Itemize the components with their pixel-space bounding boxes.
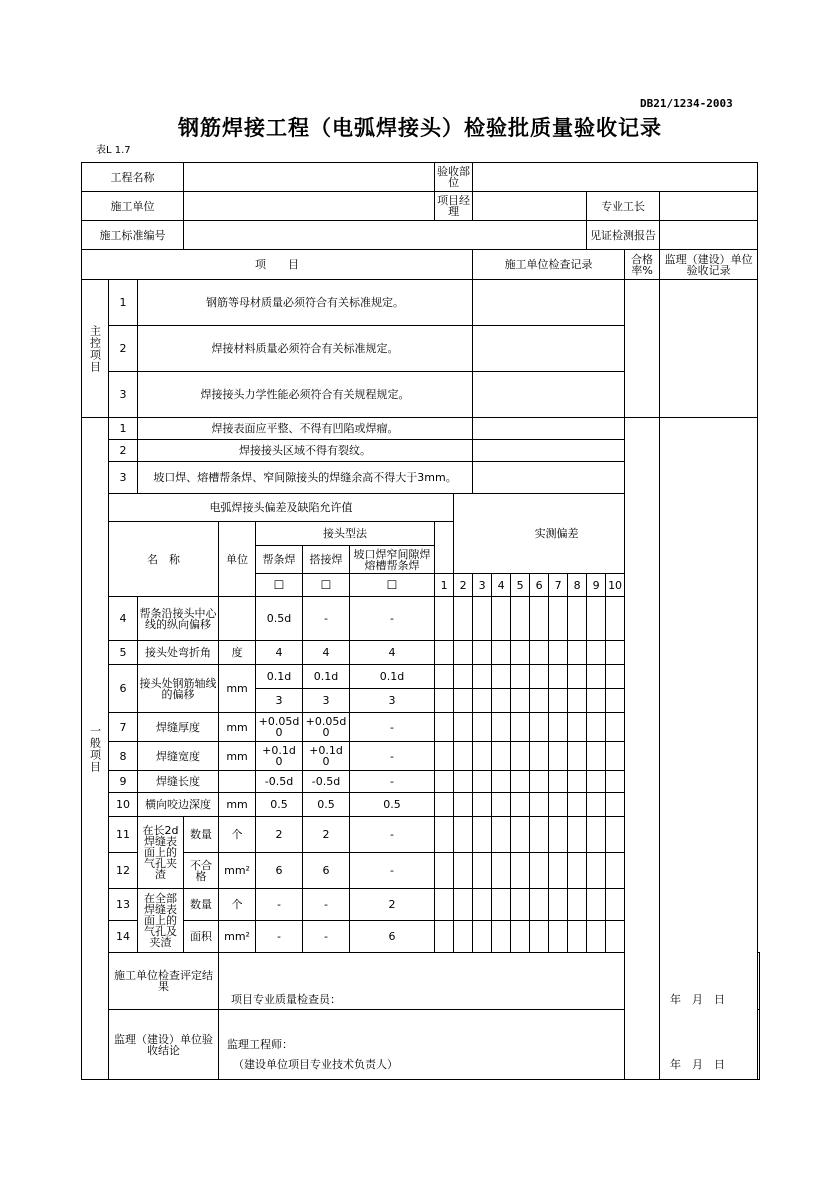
measure-cell[interactable] xyxy=(606,921,625,953)
measure-cell[interactable] xyxy=(568,771,587,793)
witness-report-label: 见证检测报告 xyxy=(587,221,660,250)
pore-sub: 不合格 xyxy=(184,853,219,889)
measure-cell[interactable] xyxy=(454,597,473,641)
general-item-record[interactable] xyxy=(473,462,625,494)
tol-v3b: 3 xyxy=(350,689,435,713)
measure-cell[interactable] xyxy=(454,817,473,853)
tol-name: 横向咬边深度 xyxy=(138,793,219,817)
measure-no: 3 xyxy=(473,574,492,597)
pore-v2: - xyxy=(303,921,350,953)
measure-cell[interactable] xyxy=(511,817,530,853)
pore-v3: 6 xyxy=(350,921,435,953)
measure-cell[interactable] xyxy=(606,597,625,641)
measure-no: 6 xyxy=(530,574,549,597)
measure-cell[interactable] xyxy=(606,689,625,713)
measure-cell[interactable] xyxy=(492,817,511,853)
main-item-record[interactable] xyxy=(473,372,625,418)
measure-cell[interactable] xyxy=(492,921,511,953)
tol-v2: 0.5 xyxy=(303,793,350,817)
tol-v1b: 3 xyxy=(256,689,303,713)
tol-v1: 0.1d xyxy=(256,665,303,689)
foreman-label: 专业工长 xyxy=(587,192,660,221)
main-item-no: 2 xyxy=(109,326,138,372)
measure-cell[interactable] xyxy=(473,641,492,665)
measure-no: 2 xyxy=(454,574,473,597)
measure-cell[interactable] xyxy=(568,889,587,921)
tol-v2: +0.05d 0 xyxy=(303,713,350,742)
measure-cell[interactable] xyxy=(435,689,454,713)
measure-cell[interactable] xyxy=(549,793,568,817)
tol-v1: 4 xyxy=(256,641,303,665)
tol-no: 4 xyxy=(109,597,138,641)
pore-unit: 个 xyxy=(219,817,256,853)
contractor-value[interactable] xyxy=(184,192,435,221)
measure-cell[interactable] xyxy=(511,597,530,641)
supervisor-conclusion-area[interactable] xyxy=(219,1010,760,1080)
pore-no: 13 xyxy=(109,889,138,921)
joint-checkbox[interactable]: ☐ xyxy=(256,574,303,597)
name-header: 名 称 xyxy=(109,522,219,597)
standard-no-value[interactable] xyxy=(184,221,587,250)
measure-cell[interactable] xyxy=(568,921,587,953)
tol-name: 焊缝厚度 xyxy=(138,713,219,742)
tol-no: 10 xyxy=(109,793,138,817)
acceptance-part-label: 验收部位 xyxy=(435,163,473,192)
acceptance-part-value[interactable] xyxy=(473,163,758,192)
measure-cell[interactable] xyxy=(454,889,473,921)
tol-v1: -0.5d xyxy=(256,771,303,793)
measure-cell[interactable] xyxy=(511,742,530,771)
measure-cell[interactable] xyxy=(435,597,454,641)
measure-cell[interactable] xyxy=(511,689,530,713)
measure-cell[interactable] xyxy=(473,853,492,889)
measure-cell[interactable] xyxy=(549,889,568,921)
tol-no: 9 xyxy=(109,771,138,793)
tol-v2: -0.5d xyxy=(303,771,350,793)
tol-name: 帮条沿接头中心线的纵向偏移 xyxy=(138,597,219,641)
project-manager-label: 项目经理 xyxy=(435,192,473,221)
pore-sub: 数量 xyxy=(184,889,219,921)
measure-cell[interactable] xyxy=(587,817,606,853)
supervisor-engineer-label: 监理工程师： xyxy=(227,1038,294,1051)
contractor-result-area[interactable] xyxy=(219,953,760,1010)
form-number: 表L 1.7 xyxy=(96,145,131,156)
measure-no: 8 xyxy=(568,574,587,597)
inspector-label: 项目专业质量检查员： xyxy=(231,993,342,1006)
measure-cell[interactable] xyxy=(492,713,511,742)
measure-cell[interactable] xyxy=(530,742,549,771)
contractor-record-header: 施工单位检查记录 xyxy=(473,250,625,280)
tol-no: 5 xyxy=(109,641,138,665)
tol-v2: +0.1d 0 xyxy=(303,742,350,771)
measure-cell[interactable] xyxy=(492,742,511,771)
measure-no: 9 xyxy=(587,574,606,597)
pore-group-label: 在全部焊缝表面上的气孔及夹渣 xyxy=(138,889,184,953)
measure-cell[interactable] xyxy=(511,713,530,742)
measure-cell[interactable] xyxy=(473,921,492,953)
measure-cell[interactable] xyxy=(606,889,625,921)
main-item-text: 钢筋等母材质量必须符合有关标准规定。 xyxy=(138,280,473,326)
tol-name: 焊缝宽度 xyxy=(138,742,219,771)
pore-no: 11 xyxy=(109,817,138,853)
measure-cell[interactable] xyxy=(587,889,606,921)
pore-v1: 2 xyxy=(256,817,303,853)
measure-cell[interactable] xyxy=(549,689,568,713)
measure-cell[interactable] xyxy=(587,853,606,889)
tol-v3: - xyxy=(350,713,435,742)
tol-no: 8 xyxy=(109,742,138,771)
tol-v1: +0.1d 0 xyxy=(256,742,303,771)
supervisor-date: 年 月 日 xyxy=(670,1058,725,1071)
measure-cell[interactable] xyxy=(587,713,606,742)
measure-cell[interactable] xyxy=(454,665,473,689)
measure-no: 7 xyxy=(549,574,568,597)
main-item-record[interactable] xyxy=(473,326,625,372)
measure-cell[interactable] xyxy=(530,597,549,641)
measure-cell[interactable] xyxy=(587,665,606,689)
tolerance-title: 电弧焊接头偏差及缺陷允许值 xyxy=(109,494,454,522)
measure-cell[interactable] xyxy=(568,853,587,889)
measure-cell[interactable] xyxy=(454,713,473,742)
measure-cell[interactable] xyxy=(568,641,587,665)
joint-checkbox[interactable]: ☐ xyxy=(350,574,435,597)
tol-v1: +0.05d 0 xyxy=(256,713,303,742)
measure-cell[interactable] xyxy=(606,793,625,817)
pore-sub: 数量 xyxy=(184,817,219,853)
tol-unit: 度 xyxy=(219,641,256,665)
measure-cell[interactable] xyxy=(568,689,587,713)
foreman-value[interactable] xyxy=(660,192,758,221)
main-pass-rate[interactable] xyxy=(625,280,660,418)
measure-cell[interactable] xyxy=(435,921,454,953)
measure-no: 5 xyxy=(511,574,530,597)
measure-no: 10 xyxy=(606,574,625,597)
tol-v2b: 3 xyxy=(303,689,350,713)
tol-v2: 4 xyxy=(303,641,350,665)
pore-v3: 2 xyxy=(350,889,435,921)
measure-cell[interactable] xyxy=(435,793,454,817)
item-header: 项 目 xyxy=(82,250,473,280)
measure-cell[interactable] xyxy=(454,853,473,889)
measure-cell[interactable] xyxy=(606,665,625,689)
measure-cell[interactable] xyxy=(587,793,606,817)
measure-cell[interactable] xyxy=(587,921,606,953)
measure-cell[interactable] xyxy=(549,771,568,793)
measure-cell[interactable] xyxy=(435,742,454,771)
tol-no: 7 xyxy=(109,713,138,742)
general-item-no: 1 xyxy=(109,418,138,440)
measure-cell[interactable] xyxy=(492,889,511,921)
tol-v3: - xyxy=(350,597,435,641)
measure-cell[interactable] xyxy=(492,665,511,689)
measure-cell[interactable] xyxy=(473,689,492,713)
measure-cell[interactable] xyxy=(606,641,625,665)
tol-name: 接头处弯折角 xyxy=(138,641,219,665)
tol-v1: 0.5d xyxy=(256,597,303,641)
measure-cell[interactable] xyxy=(435,641,454,665)
measure-cell[interactable] xyxy=(549,641,568,665)
measure-cell[interactable] xyxy=(492,853,511,889)
measure-cell[interactable] xyxy=(435,771,454,793)
measure-cell[interactable] xyxy=(606,713,625,742)
main-item-text: 焊接材料质量必须符合有关标准规定。 xyxy=(138,326,473,372)
owner-tech-label: （建设单位项目专业技术负责人） xyxy=(233,1058,399,1071)
measure-cell[interactable] xyxy=(606,853,625,889)
general-item-text: 坡口焊、熔槽帮条焊、窄间隙接头的焊缝余高不得大于3mm。 xyxy=(138,462,473,494)
measure-cell[interactable] xyxy=(435,713,454,742)
pore-v1: - xyxy=(256,889,303,921)
project-name-value[interactable] xyxy=(184,163,435,192)
measure-cell[interactable] xyxy=(568,793,587,817)
measure-cell[interactable] xyxy=(549,817,568,853)
measure-cell[interactable] xyxy=(530,793,549,817)
contractor-label: 施工单位 xyxy=(82,192,184,221)
project-manager-value[interactable] xyxy=(473,192,587,221)
measure-cell[interactable] xyxy=(492,771,511,793)
measure-cell[interactable] xyxy=(530,889,549,921)
pass-rate-header: 合格率% xyxy=(625,250,660,280)
pore-unit: mm² xyxy=(219,921,256,953)
measure-cell[interactable] xyxy=(606,817,625,853)
measure-cell[interactable] xyxy=(435,889,454,921)
measured-header: 实测偏差 xyxy=(454,494,660,574)
tol-v3: 4 xyxy=(350,641,435,665)
tol-unit: mm xyxy=(219,793,256,817)
pore-no: 14 xyxy=(109,921,138,953)
tol-unit: mm xyxy=(219,665,256,713)
pore-v3: - xyxy=(350,817,435,853)
tol-unit xyxy=(219,597,256,641)
measure-cell[interactable] xyxy=(530,817,549,853)
tol-v3: 0.1d xyxy=(350,665,435,689)
measure-cell[interactable] xyxy=(511,641,530,665)
contractor-date: 年 月 日 xyxy=(670,993,725,1006)
measure-cell[interactable] xyxy=(511,771,530,793)
main-supervisor-record[interactable] xyxy=(660,280,758,418)
measure-cell[interactable] xyxy=(435,665,454,689)
tol-no: 6 xyxy=(109,665,138,713)
pore-v2: 6 xyxy=(303,853,350,889)
measure-cell[interactable] xyxy=(549,853,568,889)
general-label: 一般项目 xyxy=(82,418,109,1080)
measure-cell[interactable] xyxy=(587,597,606,641)
project-name-label: 工程名称 xyxy=(82,163,184,192)
tol-unit: mm xyxy=(219,713,256,742)
general-item-no: 2 xyxy=(109,440,138,462)
tol-name: 接头处钢筋轴线的偏移 xyxy=(138,665,219,713)
tol-v1: 0.5 xyxy=(256,793,303,817)
measure-cell[interactable] xyxy=(549,713,568,742)
form-title: 钢筋焊接工程（电弧焊接头）检验批质量验收记录 xyxy=(178,116,662,140)
measure-cell[interactable] xyxy=(511,853,530,889)
main-control-label: 主控项目 xyxy=(82,280,109,418)
measure-cell[interactable] xyxy=(473,817,492,853)
measure-cell[interactable] xyxy=(530,853,549,889)
pore-v1: 6 xyxy=(256,853,303,889)
pore-v2: 2 xyxy=(303,817,350,853)
pore-no: 12 xyxy=(109,853,138,889)
measure-cell[interactable] xyxy=(435,817,454,853)
measure-cell[interactable] xyxy=(492,689,511,713)
measure-cell[interactable] xyxy=(530,921,549,953)
standard-code: DB21/1234-2003 xyxy=(640,97,733,110)
pore-sub: 面积 xyxy=(184,921,219,953)
supervisor-conclusion-label: 监理（建设）单位验收结论 xyxy=(109,1010,219,1080)
general-item-text: 焊接表面应平整、不得有凹陷或焊瘤。 xyxy=(138,418,473,440)
measure-cell[interactable] xyxy=(473,771,492,793)
main-item-no: 1 xyxy=(109,280,138,326)
measure-cell[interactable] xyxy=(511,665,530,689)
pore-v3: - xyxy=(350,853,435,889)
measure-cell[interactable] xyxy=(549,742,568,771)
measure-cell[interactable] xyxy=(568,817,587,853)
measure-cell[interactable] xyxy=(568,665,587,689)
supervisor-record-header: 监理（建设）单位验收记录 xyxy=(660,250,758,280)
measure-cell[interactable] xyxy=(454,793,473,817)
measure-cell[interactable] xyxy=(473,665,492,689)
pore-v2: - xyxy=(303,889,350,921)
measure-cell[interactable] xyxy=(587,689,606,713)
measure-cell[interactable] xyxy=(549,921,568,953)
measure-no: 1 xyxy=(435,574,454,597)
general-item-record[interactable] xyxy=(473,440,625,462)
measure-cell[interactable] xyxy=(454,921,473,953)
measure-cell[interactable] xyxy=(473,597,492,641)
tol-name: 焊缝长度 xyxy=(138,771,219,793)
pore-unit: mm² xyxy=(219,853,256,889)
unit-header: 单位 xyxy=(219,522,256,597)
measure-cell[interactable] xyxy=(492,597,511,641)
contractor-result-label: 施工单位检查评定结果 xyxy=(109,953,219,1010)
pore-unit: 个 xyxy=(219,889,256,921)
measure-cell[interactable] xyxy=(492,641,511,665)
measure-cell[interactable] xyxy=(473,713,492,742)
tol-v2: 0.1d xyxy=(303,665,350,689)
tol-v2: - xyxy=(303,597,350,641)
joint-type-header: 接头型法 xyxy=(256,522,435,546)
measure-cell[interactable] xyxy=(454,689,473,713)
measure-cell[interactable] xyxy=(454,641,473,665)
measure-cell[interactable] xyxy=(606,771,625,793)
measure-cell[interactable] xyxy=(473,742,492,771)
measure-cell[interactable] xyxy=(530,665,549,689)
general-item-record[interactable] xyxy=(473,418,625,440)
measure-cell[interactable] xyxy=(587,641,606,665)
measure-cell[interactable] xyxy=(549,597,568,641)
pore-group-label: 在长2d焊缝表面上的气孔夹渣 xyxy=(138,817,184,889)
measure-cell[interactable] xyxy=(492,793,511,817)
tol-v3: - xyxy=(350,742,435,771)
measure-cell[interactable] xyxy=(511,889,530,921)
measure-cell[interactable] xyxy=(473,793,492,817)
measure-cell[interactable] xyxy=(587,742,606,771)
measure-cell[interactable] xyxy=(511,921,530,953)
witness-report-value[interactable] xyxy=(660,221,758,250)
pore-v1: - xyxy=(256,921,303,953)
measure-cell[interactable] xyxy=(530,713,549,742)
standard-no-label: 施工标准编号 xyxy=(82,221,184,250)
measure-cell[interactable] xyxy=(435,853,454,889)
general-item-no: 3 xyxy=(109,462,138,494)
joint-checkbox[interactable]: ☐ xyxy=(303,574,350,597)
joint-type-lap: 搭接焊 xyxy=(303,546,350,574)
measure-cell[interactable] xyxy=(511,793,530,817)
measure-cell[interactable] xyxy=(568,597,587,641)
tol-unit: mm xyxy=(219,742,256,771)
measure-cell[interactable] xyxy=(530,689,549,713)
measure-cell[interactable] xyxy=(473,889,492,921)
measure-cell[interactable] xyxy=(549,665,568,689)
joint-type-groove: 坡口焊窄间隙焊熔槽帮条焊 xyxy=(350,546,435,574)
measure-cell[interactable] xyxy=(568,742,587,771)
inspection-table xyxy=(81,162,760,1080)
tol-v3: - xyxy=(350,771,435,793)
main-item-text: 焊接接头力学性能必须符合有关规程规定。 xyxy=(138,372,473,418)
joint-type-strip: 帮条焊 xyxy=(256,546,303,574)
measure-cell[interactable] xyxy=(606,742,625,771)
measure-cell[interactable] xyxy=(530,771,549,793)
general-item-text: 焊接接头区域不得有裂纹。 xyxy=(138,440,473,462)
tol-unit xyxy=(219,771,256,793)
tol-v3: 0.5 xyxy=(350,793,435,817)
measure-cell[interactable] xyxy=(587,771,606,793)
measure-cell[interactable] xyxy=(568,713,587,742)
main-item-record[interactable] xyxy=(473,280,625,326)
measure-cell[interactable] xyxy=(454,771,473,793)
main-item-no: 3 xyxy=(109,372,138,418)
measure-cell[interactable] xyxy=(530,641,549,665)
measure-cell[interactable] xyxy=(454,742,473,771)
measure-no: 4 xyxy=(492,574,511,597)
